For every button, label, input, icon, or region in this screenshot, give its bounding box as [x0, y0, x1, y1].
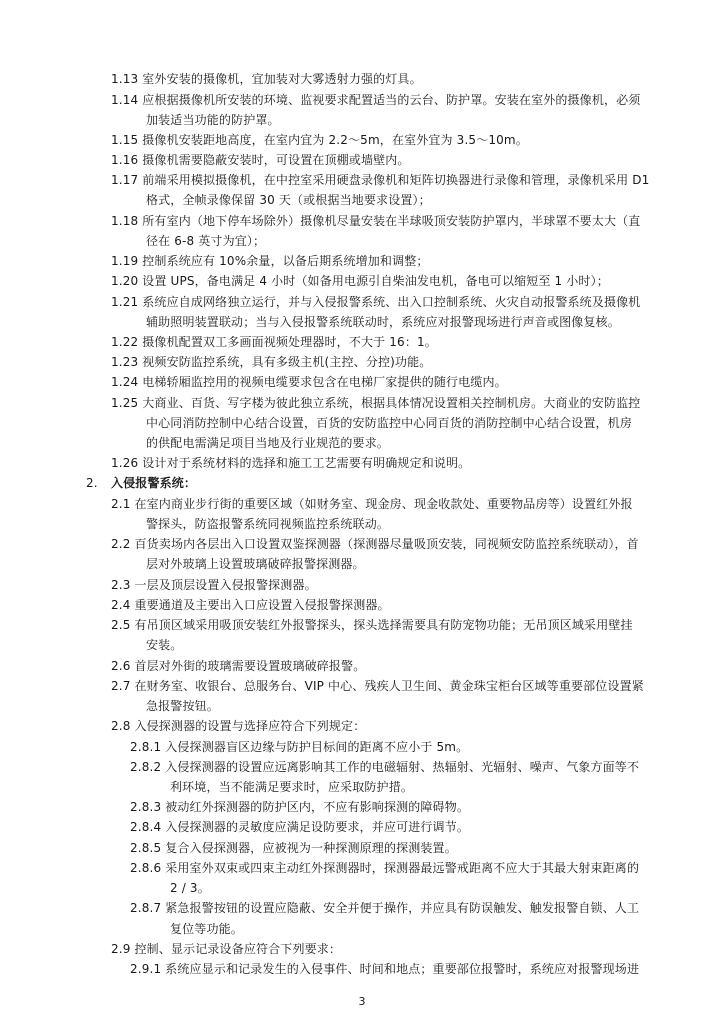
- item-1-21-cont: 辅助照明装置联动；当与入侵报警系统联动时，系统应对报警现场进行声音或图像复核。: [146, 315, 620, 329]
- item-1-26: 1.26 设计对于系统材料的选择和施工工艺需要有明确规定和说明。: [111, 456, 471, 470]
- item-2-8-7-cont: 复位等功能。: [170, 922, 243, 936]
- item-2-7-cont: 急报警按钮。: [146, 699, 219, 713]
- item-1-25: 1.25 大商业、百货、写字楼为彼此独立系统，根据具体情况设置相关控制机房。大商业的安防监控: [111, 396, 641, 410]
- item-2-8-1: 2.8.1 入侵探测器盲区边缘与防护目标间的距离不应小于 5m。: [130, 740, 469, 754]
- item-2-8-3: 2.8.3 被动红外探测器的防护区内，不应有影响探测的障碍物。: [130, 800, 469, 814]
- item-1-19: 1.19 控制系统应有 10%余量，以备后期系统增加和调整；: [111, 254, 429, 268]
- item-1-25-cont-2: 的供配电需满足项目当地及行业规范的要求。: [146, 436, 390, 450]
- item-1-13: 1.13 室外安装的摄像机，宜加装对大雾透射力强的灯具。: [111, 72, 422, 86]
- item-1-21: 1.21 系统应自成网络独立运行，并与入侵报警系统、出入口控制系统、火灾自动报警系统及摄像机: [111, 295, 641, 309]
- item-2-8-2-cont: 利环境，当不能满足要求时，应采取防护措。: [170, 780, 414, 794]
- item-1-15: 1.15 摄像机安装距地高度，在室内宜为 2.2～5m，在室外宜为 3.5～10m。: [111, 133, 528, 147]
- item-2-1: 2.1 在室内商业步行街的重要区域（如财务室、现金房、现金收款处、重要物品房等）设置红外报: [111, 497, 633, 511]
- item-2-1-cont: 警探头，防盗报警系统同视频监控系统联动。: [146, 517, 390, 531]
- section-number: 2.: [86, 476, 98, 490]
- item-2-2-cont: 层对外玻璃上设置玻璃破碎报警探测器。: [146, 557, 365, 571]
- item-2-2: 2.2 百货卖场内各层出入口设置双鉴探测器（探测器尽量吸顶安装，同视频安防监控系统联动），首: [111, 537, 639, 551]
- item-1-18: 1.18 所有室内（地下停车场除外）摄像机尽量安装在半球吸顶安装防护罩内，半球罩不要太大（直: [111, 214, 641, 228]
- item-2-8-6: 2.8.6 采用室外双束或四束主动红外探测器时，探测器最远警戒距离不应大于其最大射束距离的: [130, 861, 640, 875]
- item-1-20: 1.20 设置 UPS，备电满足 4 小时（如备用电源引自柴油发电机，备电可以缩短至 1 小时）；: [111, 274, 609, 288]
- item-2-8-6-cont: 2 / 3。: [170, 881, 210, 895]
- section-title: 入侵报警系统：: [111, 476, 197, 490]
- item-1-24: 1.24 电梯轿厢监控用的视频电缆要求包含在电梯厂家提供的随行电缆内。: [111, 375, 507, 389]
- item-1-25-cont-1: 中心同消防控制中心结合设置，百货的安防监控中心同百货的消防控制中心结合设置，机房: [146, 416, 633, 430]
- item-1-14: 1.14 应根据摄像机所安装的环境、监视要求配置适当的云台、防护罩。安装在室外的摄像机，必须: [111, 93, 641, 107]
- item-2-7: 2.7 在财务室、收银台、总服务台、VIP 中心、残疾人卫生间、黄金珠宝柜台区域等重要部位设置紧: [111, 679, 644, 693]
- item-2-3: 2.3 一层及顶层设置入侵报警探测器。: [111, 578, 317, 592]
- item-2-9: 2.9 控制、显示记录设备应符合下列要求：: [111, 942, 342, 956]
- item-1-16: 1.16 摄像机需要隐蔽安装时，可设置在顶棚或墙壁内。: [111, 153, 410, 167]
- item-2-8-7: 2.8.7 紧急报警按钮的设置应隐蔽、安全并便于操作，并应具有防误触发、触发报警自锁、人工: [130, 901, 640, 915]
- item-2-5: 2.5 有吊顶区域采用吸顶安装红外报警探头，探头选择需要具有防宠物功能；无吊顶区域采用壁挂: [111, 618, 633, 632]
- item-2-8-2: 2.8.2 入侵探测器的设置应远离影响其工作的电磁辐射、热辐射、光辐射、噪声、气象方面等不: [130, 760, 640, 774]
- item-1-17: 1.17 前端采用模拟摄像机，在中控室采用硬盘录像机和矩阵切换器进行录像和管理，录像机采用 D1: [111, 173, 650, 187]
- item-1-18-cont: 径在 6-8 英寸为宜）；: [146, 234, 266, 248]
- page-number: 3: [358, 995, 366, 1008]
- item-1-23: 1.23 视频安防监控系统，具有多级主机(主控、分控)功能。: [111, 355, 432, 369]
- item-1-22: 1.22 摄像机配置双工多画面视频处理器时，不大于 16：1。: [111, 335, 437, 349]
- item-1-14-cont: 加装适当功能的防护罩。: [146, 113, 280, 127]
- item-2-8: 2.8 入侵探测器的设置与选择应符合下列规定：: [111, 719, 366, 733]
- item-2-9-1: 2.9.1 系统应显示和记录发生的入侵事件、时间和地点；重要部位报警时，系统应对报警现场进: [130, 962, 640, 976]
- item-2-6: 2.6 首层对外街的玻璃需要设置玻璃破碎报警。: [111, 659, 366, 673]
- item-1-17-cont: 格式，全帧录像保留 30 天（或根据当地要求设置）；: [146, 193, 431, 207]
- item-2-8-5: 2.8.5 复合入侵探测器，应被视为一种探测原理的探测装置。: [130, 841, 457, 855]
- item-2-5-cont: 安装。: [146, 638, 183, 652]
- item-2-4: 2.4 重要通道及主要出入口应设置入侵报警探测器。: [111, 598, 390, 612]
- item-2-8-4: 2.8.4 入侵探测器的灵敏度应满足设防要求，并应可进行调节。: [130, 820, 469, 834]
